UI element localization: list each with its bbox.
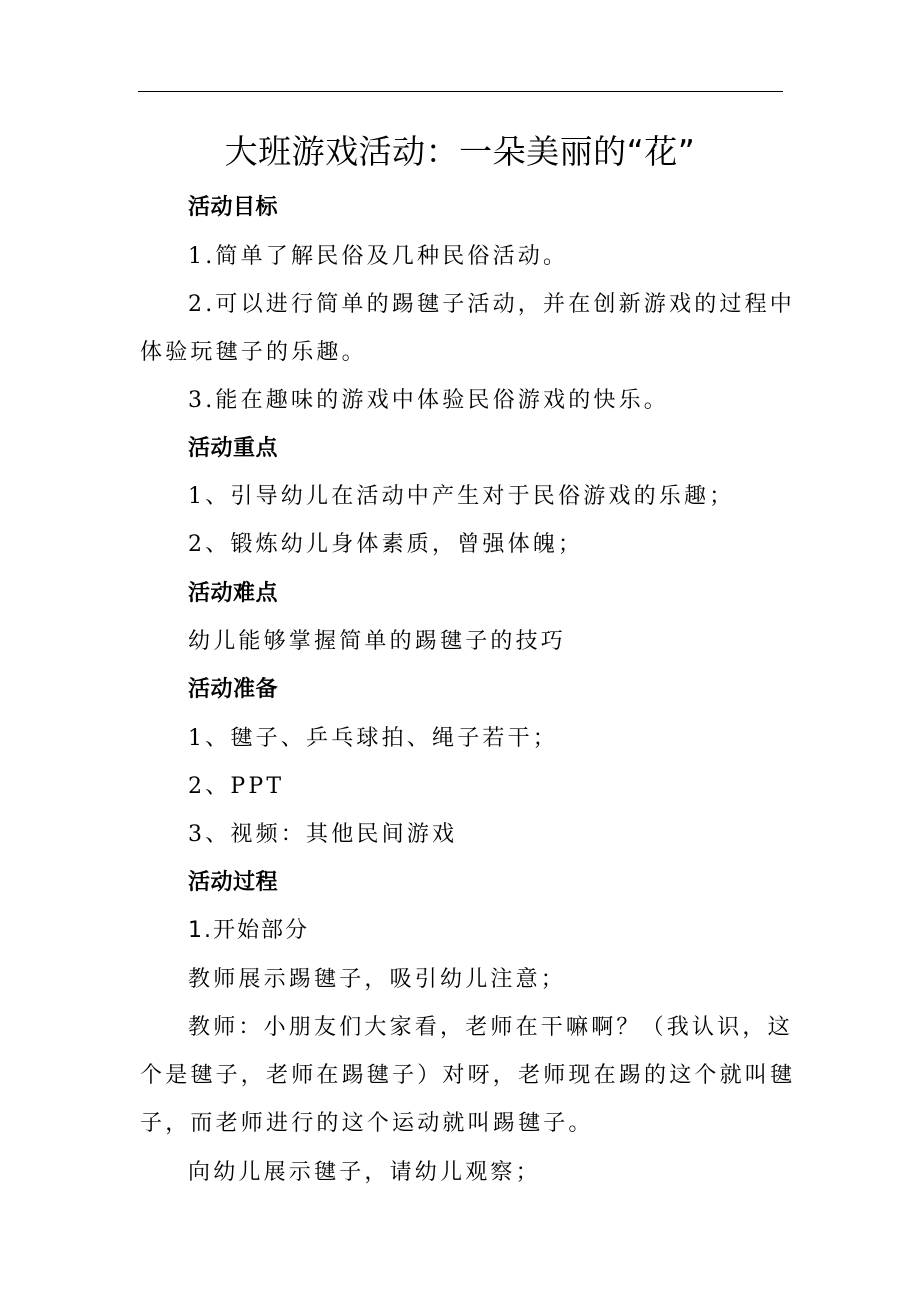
paragraph-line: 1、毽子、乒乓球拍、绳子若干； (188, 726, 558, 751)
paragraph-line: 3、视频：其他民间游戏 (188, 822, 458, 847)
paragraph-line: 幼儿能够掌握简单的踢毽子的技巧 (188, 629, 567, 654)
paragraph-line: 子，而老师进行的这个运动就叫踢毽子。 (140, 1111, 594, 1136)
paragraph-line: 2.可以进行简单的踢毽子活动，并在创新游戏的过程中 (188, 292, 795, 317)
paragraph-line: 1、引导幼儿在活动中产生对于民俗游戏的乐趣； (188, 484, 735, 509)
paragraph-line: 3.能在趣味的游戏中体验民俗游戏的快乐。 (188, 388, 669, 413)
header-rule (138, 91, 783, 92)
section-heading-preparation: 活动准备 (188, 677, 279, 702)
paragraph-line: 体验玩毽子的乐趣。 (140, 340, 367, 365)
section-heading-difficulties: 活动难点 (188, 581, 279, 606)
paragraph-line: 2、锻炼幼儿身体素质，曾强体魄； (188, 532, 584, 557)
paragraph-line: 1.简单了解民俗及几种民俗活动。 (188, 244, 569, 269)
paragraph-line: 教师展示踢毽子，吸引幼儿注意； (188, 967, 567, 992)
page-title: 大班游戏活动：一朵美丽的“花” (224, 132, 696, 171)
section-heading-key-points: 活动重点 (188, 436, 279, 461)
paragraph-line: 教师：小朋友们大家看，老师在干嘛啊？（我认识，这 (188, 1015, 793, 1040)
paragraph-line: 向幼儿展示毽子，请幼儿观察； (188, 1160, 541, 1185)
paragraph-line: 个是毽子，老师在踢毽子）对呀，老师现在踢的这个就叫毽 (140, 1063, 796, 1088)
paragraph-line: 2、PPT (188, 774, 285, 799)
section-heading-process: 活动过程 (188, 870, 279, 895)
section-heading-goals: 活动目标 (188, 195, 279, 220)
subsection-heading: 1.开始部分 (188, 918, 309, 943)
